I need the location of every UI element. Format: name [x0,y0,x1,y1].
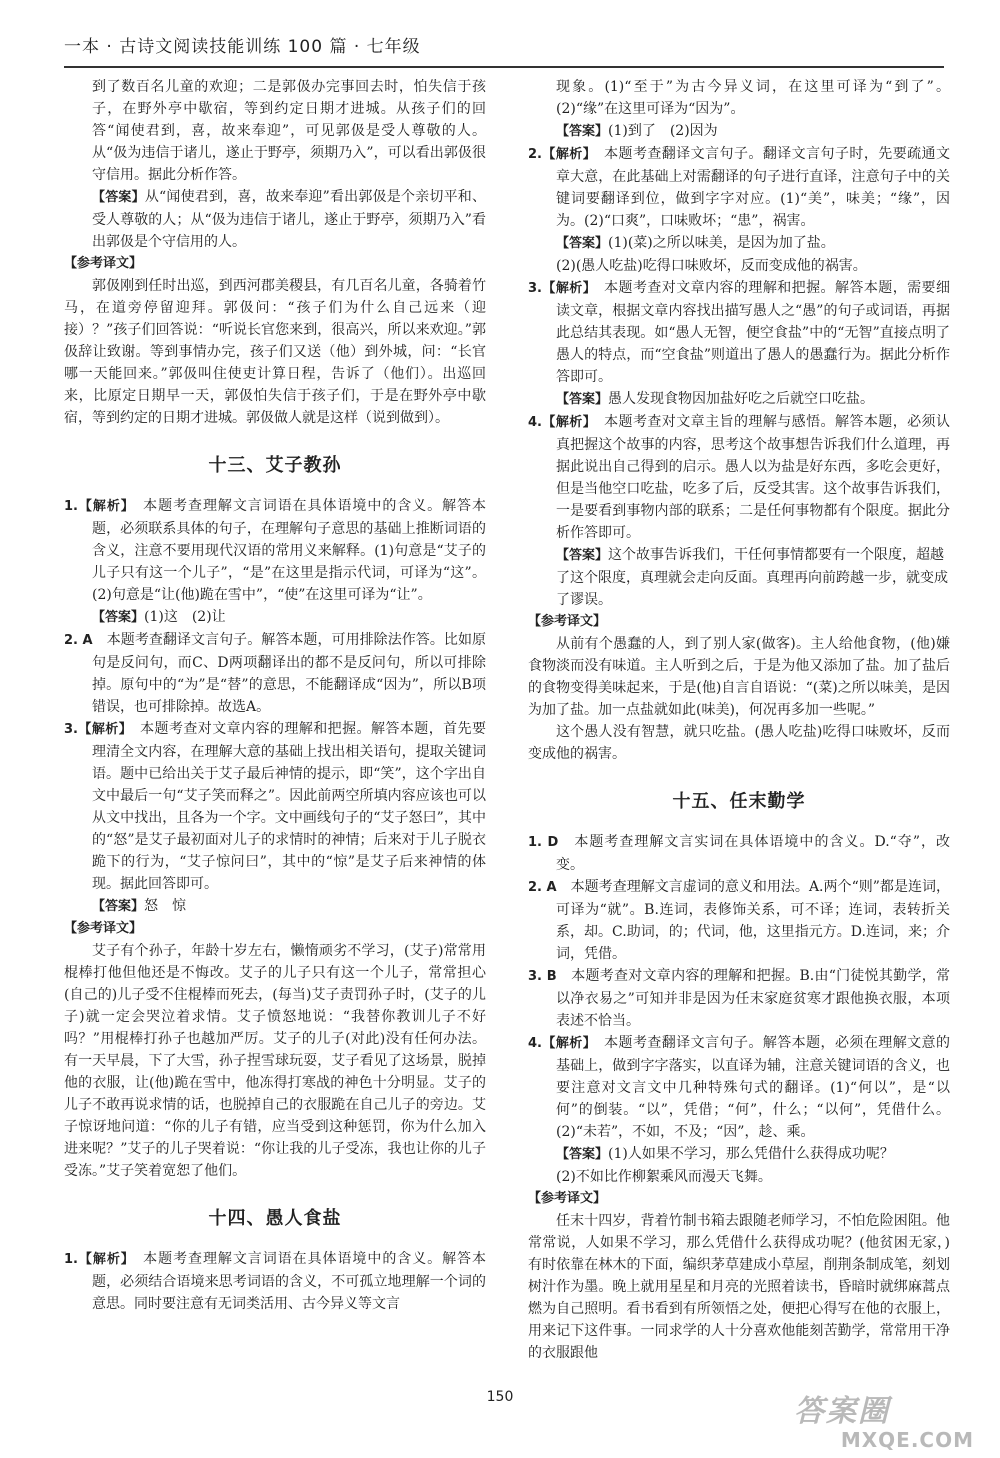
sec14-q3: 3.【解析】 本题考查对文章内容的理解和把握。解答本题，需要细读文章，根据文章内容找出描写愚人之“愚”的句子或词语，再据此总结其表现。如“愚人无智，便空食盐”中的“无智”直接点明了愚人的特点，而“空食盐”则道出了愚人的愚蠢行为。据此分析作答即可。 [528,280,950,385]
sec14-ref-p2: 这个愚人没有智慧，就只吃盐。(愚人吃盐)吃得口味败坏，反而变成他的祸害。 [528,724,950,762]
sec15-q4-answer-1: 【答案】(1)人如果不学习，那么凭借什么获得成功呢？ [556,1146,894,1162]
left-column [64,76,486,1315]
sec15-q4: 4.【解析】 本题考查翻译文言句子。解答本题，必须在理解文意的基础上，做到字字落实，以直译为辅，注意关键词语的含义，也要注意对文言文中几种特殊句式的翻译。(1)“何以”，是“以何”的倒装。“以”，凭借；“何”，什么；“以何”，凭借什么。(2)“未若”，不如，不及；“因”，趁、乘。 [528,1035,950,1140]
watermark-sub: MXQE.COM [840,1428,974,1452]
sec14-q1-answer: 【答案】(1)到了 (2)因为 [556,123,718,139]
running-header [64,20,944,68]
sec13-q2: 2. A 本题考查翻译文言句子。解答本题，可用排除法作答。比如原句是反问句，而C、D两项翻译出的都不是反问句，所以可排除掉。原句中的“为”是“替”的意思，不能翻译成“因为”，所以B项错误，也可排除掉。故选A。 [64,632,487,715]
sec15-ref-text: 任末十四岁，背着竹制书箱去跟随老师学习，不怕危险困阻。他常常说，人如果不学习，那么凭借什么获得成功呢？(他贫困无家，)有时依靠在林木的下面，编织茅草建成小草屋，削荆条制成笔，刻划树汁作为墨。晚上就用星星和月亮的光照着读书，昏暗时就绑麻蒿点燃为自己照明。看书看到有所领悟之处，便把心得写在他的衣服上，用来记下这件事。一同求学的人十分喜欢他能刻苦勤学，常常用干净的衣服跟他 [528,1213,950,1361]
section-13-title: 十三、艾子教孙 [208,455,342,476]
sec14-q4: 4.【解析】 本题考查对文章主旨的理解与感悟。解答本题，必须认真把握这个故事的内容，思考这个故事想告诉我们什么道理，再据此说出自己得到的启示。愚人以为盐是好东西，多吃会更好，但是当他空口吃盐，吃多了后，反受其害。这个故事告诉我们，一是要看到事物内部的联系；二是任何事物都有个限度。据此分析作答即可。 [528,414,950,541]
sec15-q2: 2. A 本题考查理解文言虚词的意义和用法。A.两个“则”都是连词，可译为“就”。B.连词，表修饰关系，可不译；连词，表转折关系，却。C.助词，的；代词，他，这里指元方。D.连词，来；介词，凭借。 [528,879,951,962]
intro-ref-text: 郭伋刚到任时出巡，到西河郡美稷县，有几百名儿童，各骑着竹马，在道旁停留迎拜。郭伋问：“孩子们为什么自己远来（迎接）？”孩子们回答说：“听说长官您来到，很高兴，所以来欢迎。”郭伋辞让致谢。等到事情办完，孩子们又送（他）到外城，问：“长官哪一天能回来。”郭伋叫住使吏计算日程，告诉了（他们）。出巡回来，比原定日期早一天，郭伋怕失信于孩子们，于是在野外亭中歇宿，等到约定的日期才进城。郭伋做人就是这样（说到做到）。 [64,278,486,426]
sec13-ref-text: 艾子有个孙子，年龄十岁左右，懒惰顽劣不学习，(艾子)常常用棍棒打他但他还是不悔改。艾子的儿子只有这一个儿子，常常担心(自己的)儿子受不住棍棒而死去，(每当)艾子责罚孙子时，(艾子的儿子)就一定会哭泣着求情。艾子愤怒地说：“我替你教训儿子不好吗？”用棍棒打孙子也越加严厉。艾子的儿子(对此)没有任何办法。有一天早晨，下了大雪，孙子捏雪球玩耍，艾子看见了这场景，脱掉他的衣服，让(他)跪在雪中，他冻得打寒战的神色十分明显。艾子的儿子不敢再说求情的话，也脱掉自己的衣服跪在自己儿子的旁边。艾子惊讶地问道：“你的儿子有错，应当受到这种惩罚，你为什么加入进来呢？”艾子的儿子哭着说：“你让我的儿子受冻，我也让你的儿子受冻。”艾子笑着宽恕了他们。 [64,943,486,1179]
sec15-ref-heading: 【参考译文】 [528,1191,607,1206]
sec14-q3-answer: 【答案】愚人发现食物因加盐好吃之后就空口吃盐。 [556,391,875,407]
sec14-q2-answer-2: (2)(愚人吃盐)吃得口味败坏，反而变成他的祸害。 [556,258,867,274]
section-14-title: 十四、愚人食盐 [208,1208,342,1229]
sec15-q4-answer-2: (2)不如比作柳絮乘风而漫天飞舞。 [556,1169,772,1185]
page-number: 150 [486,1389,514,1405]
sec13-q1-answer: 【答案】(1)这 (2)让 [92,609,226,625]
sec15-q3: 3. B 本题考查对文章内容的理解和把握。B.由“门徒悦其勤学，常以净衣易之”可知并非是因为任末家庭贫寒才跟他换衣服，本项表述不恰当。 [528,968,950,1029]
right-column [528,76,950,1364]
intro-text: 到了数百名儿童的欢迎；二是郭伋办完事回去时，怕失信于孩子，在野外亭中歇宿，等到约定日期才进城。从孩子们的回答“闻使君到，喜，故来奉迎”，可见郭伋是受人尊敬的人。从“伋为违信于诸儿，遂止于野亭，须期乃入”，可以看出郭伋很守信用。据此分析作答。 [92,79,486,183]
sec14-q2: 2.【解析】 本题考查翻译文言句子。翻译文言句子时，先要疏通文章大意，在此基础上对需翻译的句子进行直译，注意句子中的关键词要翻译到位，做到字字对应。(1)“美”，味美；“缘”，因为。(2)“口爽”，口味败坏；“患”，祸害。 [528,146,950,229]
sec13-ref-heading: 【参考译文】 [64,921,143,936]
watermark-main: 答案圈 [794,1394,890,1429]
sec13-q3: 3.【解析】 本题考查对文章内容的理解和把握。解答本题，首先要理清全文内容，在理解大意的基础上找出相关语句，提取关键词语。题中已给出关于艾子最后神情的提示，即“笑”，这个字出自文中最后一句“艾子笑而释之”。因此前两空所填内容应该也可以从文中找出，且各为一个字。文中画线句子的“艾子怒曰”，其中的“怒”是艾子最初面对儿子的求情时的神情；后来对于儿子脱衣跪下的行为，“艾子惊问曰”，其中的“惊”是艾子后来神情的体现。据此回答即可。 [64,721,486,892]
intro-ref-heading: 【参考译文】 [64,256,143,271]
sec14-ref-heading: 【参考译文】 [528,614,607,629]
watermark-logo [794,1386,974,1452]
sec15-q1: 1. D 本题考查理解文言实词在具体语境中的含义。D.“夺”，改变。 [528,834,950,873]
sec14-q4-answer: 【答案】这个故事告诉我们，干任何事情都要有一个限度，超越了这个限度，真理就会走向反面。真理再向前跨越一步，就变成了谬误。 [556,547,948,608]
sec14-q1-continued: 现象。(1)“至于”为古今异义词，在这里可译为“到了”。(2)“缘”在这里可译为“因为”。 [556,79,950,117]
sec13-q1: 1.【解析】 本题考查理解文言词语在具体语境中的含义。解答本题，必须联系具体的句子，在理解句子意思的基础上推断词语的含义，注意不要用现代汉语的常用义来解释。(1)句意是“艾子的儿子只有这一个儿子”，“是”在这里是指示代词，可译为“这”。(2)句意是“让(他)跪在雪中”，“使”在这里可译为“让”。 [64,498,486,603]
header-title: 一本 · 古诗文阅读技能训练 100 篇 · 七年级 [64,37,421,57]
sec14-q1: 1.【解析】 本题考查理解文言词语在具体语境中的含义。解答本题，必须结合语境来思考词语的含义，不可孤立地理解一个词的意思。同时要注意有无词类活用、古今异义等文言 [64,1251,486,1312]
sec14-ref-p1: 从前有个愚蠢的人，到了别人家(做客)。主人给他食物，(他)嫌食物淡而没有味道。主人听到之后，于是为他又添加了盐。加了盐后的食物变得美味起来，于是(他)自言自语说：“(菜)之所以味美，是因为加了盐。加一点盐就如此(味美)，何况再多加一些呢。” [528,636,950,718]
sec14-q2-answer-1: 【答案】(1)(菜)之所以味美，是因为加了盐。 [556,235,835,251]
sec13-q3-answer: 【答案】怒 惊 [92,898,187,914]
section-15-title: 十五、任末勤学 [672,791,806,812]
intro-answer: 【答案】从“闻使君到，喜，故来奉迎”看出郭伋是个亲切平和、受人尊敬的人；从“伋为违信于诸儿，遂止于野亭，须期乃入”看出郭伋是个守信用的人。 [92,189,486,250]
